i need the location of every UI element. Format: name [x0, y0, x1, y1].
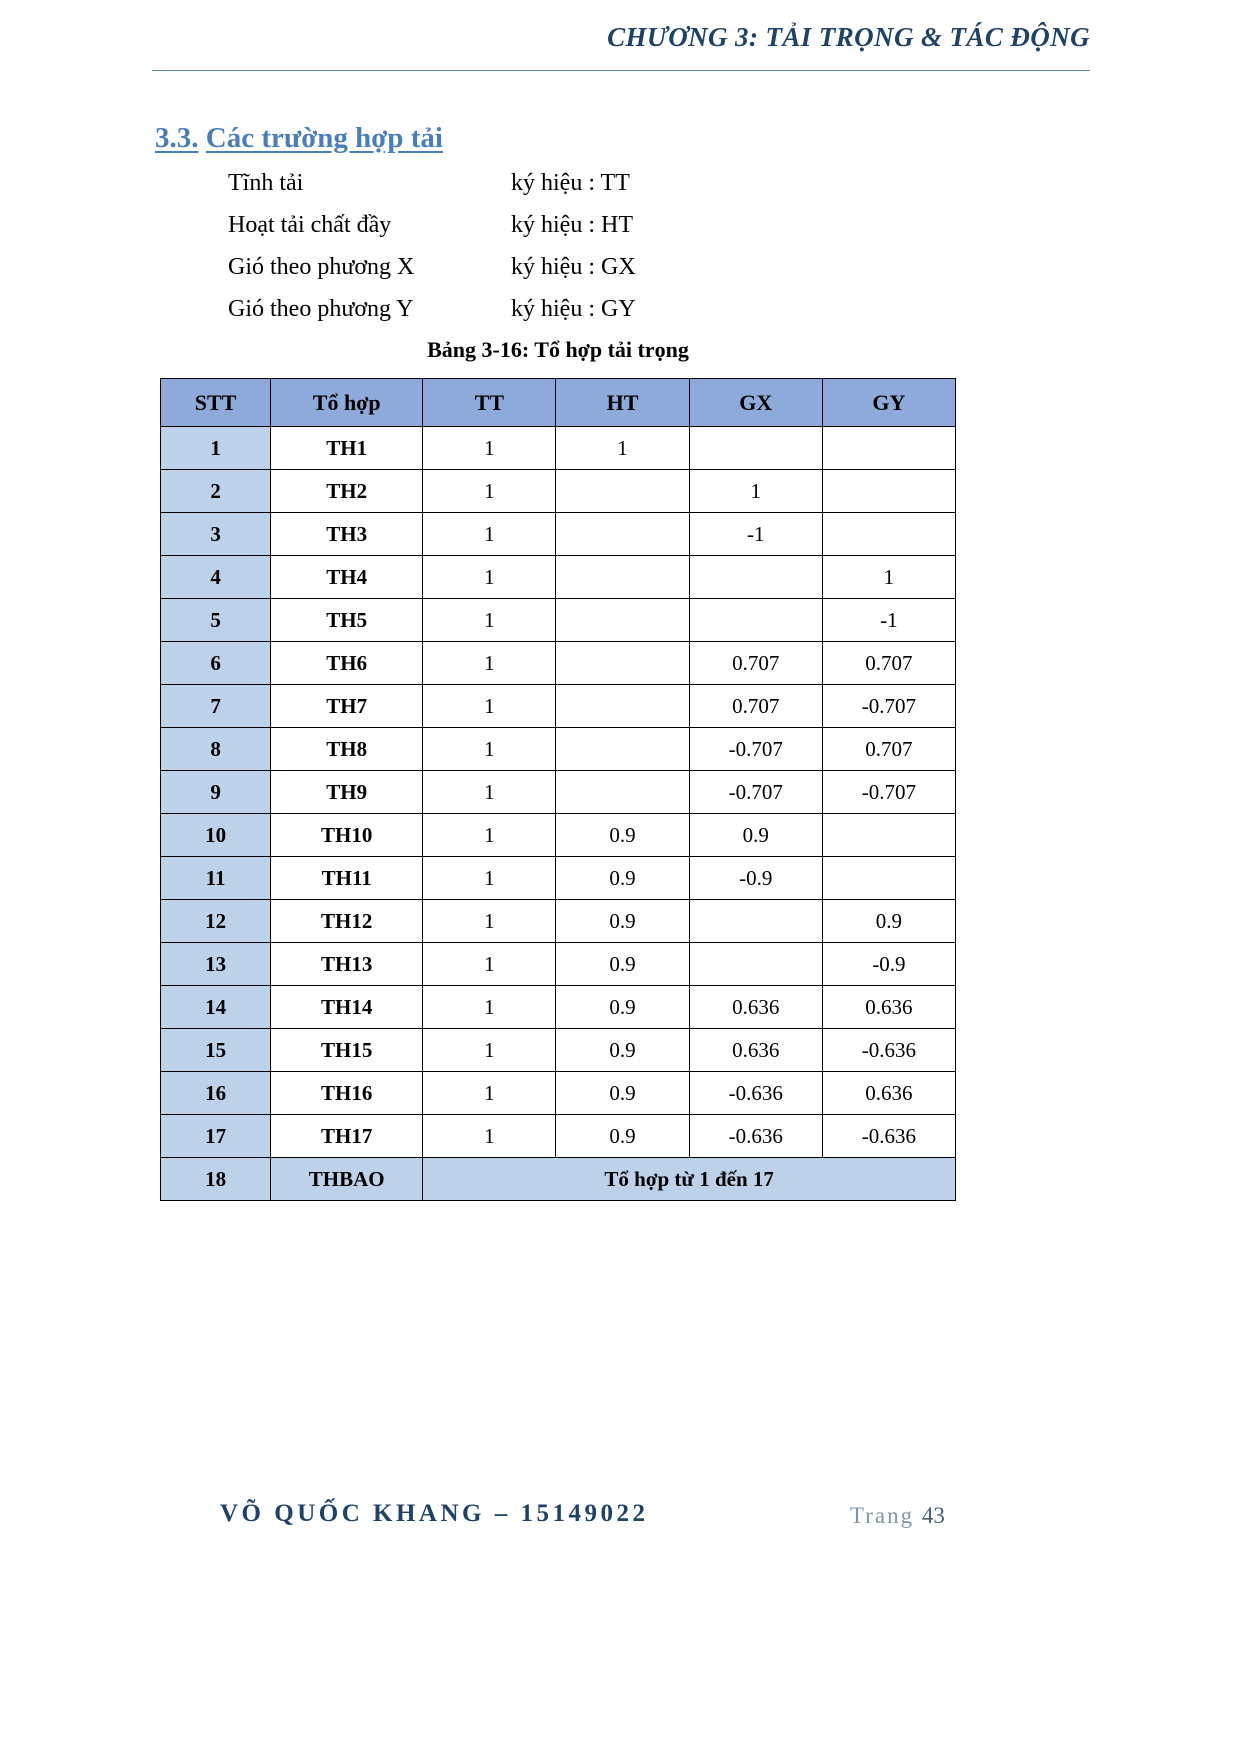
cell-gy: 1 [822, 556, 955, 599]
column-header-tt: TT [423, 379, 556, 427]
load-case-symbol: ký hiệu : TT [511, 170, 630, 196]
cell-ht: 0.9 [556, 1029, 689, 1072]
cell-tt: 1 [423, 728, 556, 771]
cell-combination: TH13 [271, 943, 423, 986]
cell-tt: 1 [423, 685, 556, 728]
cell-gy: 0.636 [822, 1072, 955, 1115]
cell-stt: 3 [161, 513, 271, 556]
cell-gx: 0.707 [689, 642, 822, 685]
cell-ht [556, 470, 689, 513]
cell-ht: 0.9 [556, 1115, 689, 1158]
table-row [161, 642, 956, 685]
cell-gx: 0.707 [689, 685, 822, 728]
table-row [161, 771, 956, 814]
cell-gy: 0.707 [822, 728, 955, 771]
cell-stt: 8 [161, 728, 271, 771]
footer-page-label: Trang [850, 1503, 915, 1528]
cell-gy: -0.636 [822, 1029, 955, 1072]
load-case-term: Gió theo phương Y [228, 296, 414, 322]
cell-gx [689, 556, 822, 599]
header-divider [152, 70, 1090, 71]
table-row [161, 728, 956, 771]
cell-gx: -0.636 [689, 1115, 822, 1158]
chapter-title: CHƯƠNG 3: TẢI TRỌNG & TÁC ĐỘNG [607, 22, 1090, 52]
section-heading [155, 122, 443, 155]
cell-stt: 18 [161, 1158, 271, 1201]
table-row [161, 943, 956, 986]
cell-ht [556, 513, 689, 556]
cell-combination: TH17 [271, 1115, 423, 1158]
column-header-ht: HT [556, 379, 689, 427]
cell-gy [822, 427, 955, 470]
cell-combination: TH8 [271, 728, 423, 771]
cell-tt: 1 [423, 900, 556, 943]
table-row [161, 1029, 956, 1072]
footer-author: VÕ QUỐC KHANG – 15149022 [220, 1500, 649, 1527]
section-title: Các trường hợp tải [205, 122, 443, 154]
cell-gy: -0.707 [822, 685, 955, 728]
cell-tt: 1 [423, 814, 556, 857]
cell-stt: 5 [161, 599, 271, 642]
column-header-gy: GY [822, 379, 955, 427]
cell-ht: 0.9 [556, 943, 689, 986]
cell-tt: 1 [423, 1115, 556, 1158]
cell-combination: TH4 [271, 556, 423, 599]
cell-combination: TH14 [271, 986, 423, 1029]
cell-ht: 0.9 [556, 900, 689, 943]
table-row [161, 900, 956, 943]
cell-ht [556, 599, 689, 642]
cell-combination: TH1 [271, 427, 423, 470]
running-header [150, 22, 1090, 53]
cell-gx: -1 [689, 513, 822, 556]
cell-gx [689, 900, 822, 943]
cell-stt: 11 [161, 857, 271, 900]
cell-gy: -0.636 [822, 1115, 955, 1158]
cell-stt: 2 [161, 470, 271, 513]
footer-page-number: 43 [921, 1503, 945, 1528]
cell-tt: 1 [423, 513, 556, 556]
column-header-gx: GX [689, 379, 822, 427]
cell-combination: TH16 [271, 1072, 423, 1115]
cell-combination: TH5 [271, 599, 423, 642]
cell-stt: 17 [161, 1115, 271, 1158]
cell-tt: 1 [423, 771, 556, 814]
cell-ht: 0.9 [556, 1072, 689, 1115]
cell-stt: 10 [161, 814, 271, 857]
column-header-stt: STT [161, 379, 271, 427]
cell-combination: TH6 [271, 642, 423, 685]
cell-gy [822, 814, 955, 857]
table-row [161, 814, 956, 857]
cell-gx: -0.707 [689, 771, 822, 814]
cell-ht [556, 685, 689, 728]
table-body [161, 427, 956, 1201]
cell-tt: 1 [423, 943, 556, 986]
cell-ht: 0.9 [556, 857, 689, 900]
cell-ht: 0.9 [556, 986, 689, 1029]
table-header-row [161, 379, 956, 427]
footer-page-indicator [850, 1503, 945, 1529]
cell-stt: 9 [161, 771, 271, 814]
cell-stt: 12 [161, 900, 271, 943]
table-row [161, 986, 956, 1029]
cell-combination: TH9 [271, 771, 423, 814]
cell-gx [689, 943, 822, 986]
cell-gy: 0.636 [822, 986, 955, 1029]
cell-combination: TH10 [271, 814, 423, 857]
cell-stt: 16 [161, 1072, 271, 1115]
load-case-definition-list [228, 170, 928, 338]
cell-stt: 15 [161, 1029, 271, 1072]
list-item [228, 254, 928, 296]
cell-gx: -0.707 [689, 728, 822, 771]
table-row [161, 513, 956, 556]
cell-combination: THBAO [271, 1158, 423, 1201]
cell-stt: 7 [161, 685, 271, 728]
cell-gy: -1 [822, 599, 955, 642]
table-row [161, 599, 956, 642]
cell-stt: 1 [161, 427, 271, 470]
cell-gy: -0.9 [822, 943, 955, 986]
cell-combination: TH2 [271, 470, 423, 513]
table-row [161, 470, 956, 513]
cell-gx [689, 427, 822, 470]
cell-combination: TH12 [271, 900, 423, 943]
cell-tt: 1 [423, 1029, 556, 1072]
load-case-term: Gió theo phương X [228, 254, 415, 280]
cell-gx [689, 599, 822, 642]
cell-combination: TH3 [271, 513, 423, 556]
table-row [161, 857, 956, 900]
table-row [161, 556, 956, 599]
cell-tt: 1 [423, 986, 556, 1029]
cell-tt: 1 [423, 642, 556, 685]
table-header [161, 379, 956, 427]
cell-gy: 0.9 [822, 900, 955, 943]
load-case-symbol: ký hiệu : GX [511, 254, 636, 280]
load-case-symbol: ký hiệu : GY [511, 296, 636, 322]
load-case-symbol: ký hiệu : HT [511, 212, 633, 238]
cell-tt: 1 [423, 556, 556, 599]
cell-tt: 1 [423, 1072, 556, 1115]
cell-ht [556, 728, 689, 771]
table-row-envelope [161, 1158, 956, 1201]
cell-combination: TH15 [271, 1029, 423, 1072]
cell-ht [556, 642, 689, 685]
table-caption: Bảng 3-16: Tổ hợp tải trọng [427, 337, 689, 362]
list-item [228, 212, 928, 254]
cell-tt: 1 [423, 427, 556, 470]
cell-ht: 1 [556, 427, 689, 470]
table-row [161, 427, 956, 470]
load-case-term: Tĩnh tải [228, 170, 304, 196]
table-row [161, 685, 956, 728]
list-item [228, 296, 928, 338]
cell-ht [556, 556, 689, 599]
load-combination-table [160, 378, 956, 1201]
cell-gx: 1 [689, 470, 822, 513]
cell-gy [822, 513, 955, 556]
cell-ht [556, 771, 689, 814]
cell-tt: 1 [423, 470, 556, 513]
list-item [228, 170, 928, 212]
table-row [161, 1115, 956, 1158]
cell-gy: 0.707 [822, 642, 955, 685]
load-case-term: Hoạt tải chất đầy [228, 212, 392, 238]
cell-gx: 0.9 [689, 814, 822, 857]
cell-tt: 1 [423, 857, 556, 900]
cell-gx: 0.636 [689, 986, 822, 1029]
cell-stt: 4 [161, 556, 271, 599]
cell-stt: 6 [161, 642, 271, 685]
cell-combination: TH11 [271, 857, 423, 900]
column-header-combination: Tổ hợp [271, 379, 423, 427]
cell-ht: 0.9 [556, 814, 689, 857]
cell-stt: 13 [161, 943, 271, 986]
cell-stt: 14 [161, 986, 271, 1029]
cell-tt: 1 [423, 599, 556, 642]
cell-gx: 0.636 [689, 1029, 822, 1072]
section-number: 3.3. [155, 122, 199, 154]
cell-gx: -0.9 [689, 857, 822, 900]
cell-envelope-description: Tổ hợp từ 1 đến 17 [423, 1158, 956, 1201]
cell-gy [822, 857, 955, 900]
cell-gy: -0.707 [822, 771, 955, 814]
cell-gx: -0.636 [689, 1072, 822, 1115]
table-row [161, 1072, 956, 1115]
cell-combination: TH7 [271, 685, 423, 728]
cell-gy [822, 470, 955, 513]
